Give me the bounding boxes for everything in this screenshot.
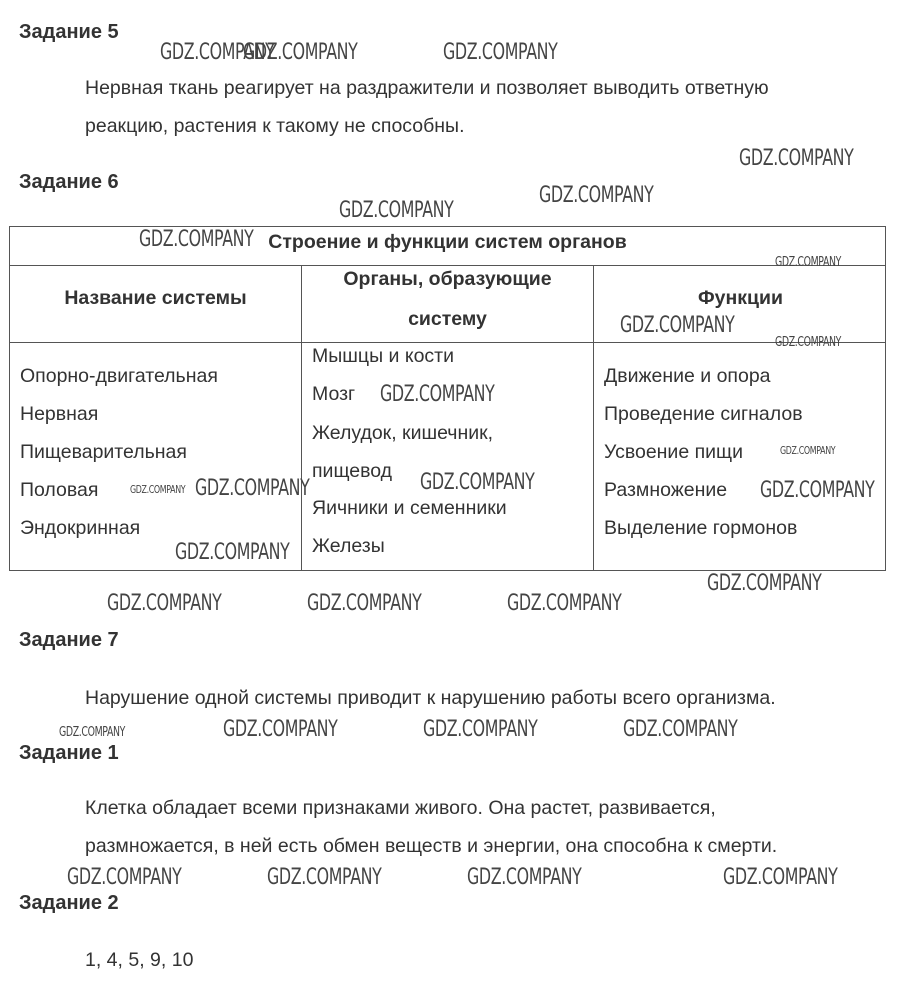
watermark: GDZ.COMPANY (507, 591, 622, 616)
watermark: GDZ.COMPANY (130, 483, 186, 496)
watermark: GDZ.COMPANY (539, 183, 654, 208)
table-title: Строение и функции систем органов (268, 231, 627, 253)
watermark: GDZ.COMPANY (160, 40, 275, 65)
watermark: GDZ.COMPANY (380, 382, 495, 407)
divider (593, 265, 594, 570)
organs-cell: Желудок, кишечник, (312, 422, 494, 444)
function-cell: Проведение сигналов (604, 403, 803, 425)
watermark: GDZ.COMPANY (107, 591, 222, 616)
text-line: размножается, в ней есть обмен веществ и энергии, она способна к смерти. (85, 835, 778, 857)
task2-heading: Задание 2 (19, 892, 119, 914)
task1-heading: Задание 1 (19, 742, 119, 764)
watermark: GDZ.COMPANY (620, 313, 735, 338)
organs-cell: Яичники и семенники (312, 497, 507, 519)
function-cell: Размножение (604, 479, 728, 501)
watermark: GDZ.COMPANY (339, 198, 454, 223)
text-line: Нервная ткань реагирует на раздражители и позволяет выводить ответную (85, 77, 769, 99)
watermark: GDZ.COMPANY (760, 478, 875, 503)
watermark: GDZ.COMPANY (707, 571, 822, 596)
column-header-organs: Органы, образующие (343, 268, 552, 290)
watermark: GDZ.COMPANY (59, 725, 126, 740)
watermark: GDZ.COMPANY (443, 40, 558, 65)
organs-cell: пищевод (312, 460, 393, 482)
organs-cell: Мышцы и кости (312, 345, 454, 367)
watermark: GDZ.COMPANY (775, 255, 842, 270)
task7-answer: Нарушение одной системы приводит к нарушению работы всего организма. (85, 687, 776, 709)
system-cell: Половая (20, 479, 99, 501)
watermark: GDZ.COMPANY (223, 717, 338, 742)
divider (10, 265, 885, 266)
organs-cell: Мозг (312, 383, 356, 405)
function-cell: Выделение гормонов (604, 517, 798, 539)
task6-heading: Задание 6 (19, 171, 119, 193)
watermark: GDZ.COMPANY (780, 444, 836, 457)
system-cell: Опорно-двигательная (20, 365, 218, 387)
watermark: GDZ.COMPANY (307, 591, 422, 616)
watermark: GDZ.COMPANY (243, 40, 358, 65)
organs-cell: Железы (312, 535, 385, 557)
column-header-system: Название системы (64, 287, 247, 309)
watermark: GDZ.COMPANY (467, 865, 582, 890)
task7-heading: Задание 7 (19, 629, 119, 651)
watermark: GDZ.COMPANY (175, 540, 290, 565)
system-cell: Эндокринная (20, 517, 141, 539)
watermark: GDZ.COMPANY (139, 227, 254, 252)
watermark: GDZ.COMPANY (267, 865, 382, 890)
task5-answer (85, 69, 769, 145)
watermark: GDZ.COMPANY (195, 476, 310, 501)
watermark: GDZ.COMPANY (420, 470, 535, 495)
watermark: GDZ.COMPANY (423, 717, 538, 742)
system-cell: Пищеварительная (20, 441, 187, 463)
system-cell: Нервная (20, 403, 99, 425)
watermark: GDZ.COMPANY (67, 865, 182, 890)
watermark: GDZ.COMPANY (739, 146, 854, 171)
column-header-functions: Функции (698, 287, 783, 309)
watermark: GDZ.COMPANY (775, 335, 842, 350)
watermark: GDZ.COMPANY (623, 717, 738, 742)
text-line: Клетка обладает всеми признаками живого. Она растет, развивается, (85, 797, 716, 819)
task1-answer (85, 789, 777, 865)
text-line: реакцию, растения к такому не способны. (85, 115, 465, 137)
watermark: GDZ.COMPANY (723, 865, 838, 890)
divider (10, 342, 885, 343)
column-header-organs-2: систему (408, 308, 487, 330)
task2-answer: 1, 4, 5, 9, 10 (85, 949, 194, 971)
task5-heading: Задание 5 (19, 21, 119, 43)
function-cell: Усвоение пищи (604, 441, 743, 463)
function-cell: Движение и опора (604, 365, 771, 387)
